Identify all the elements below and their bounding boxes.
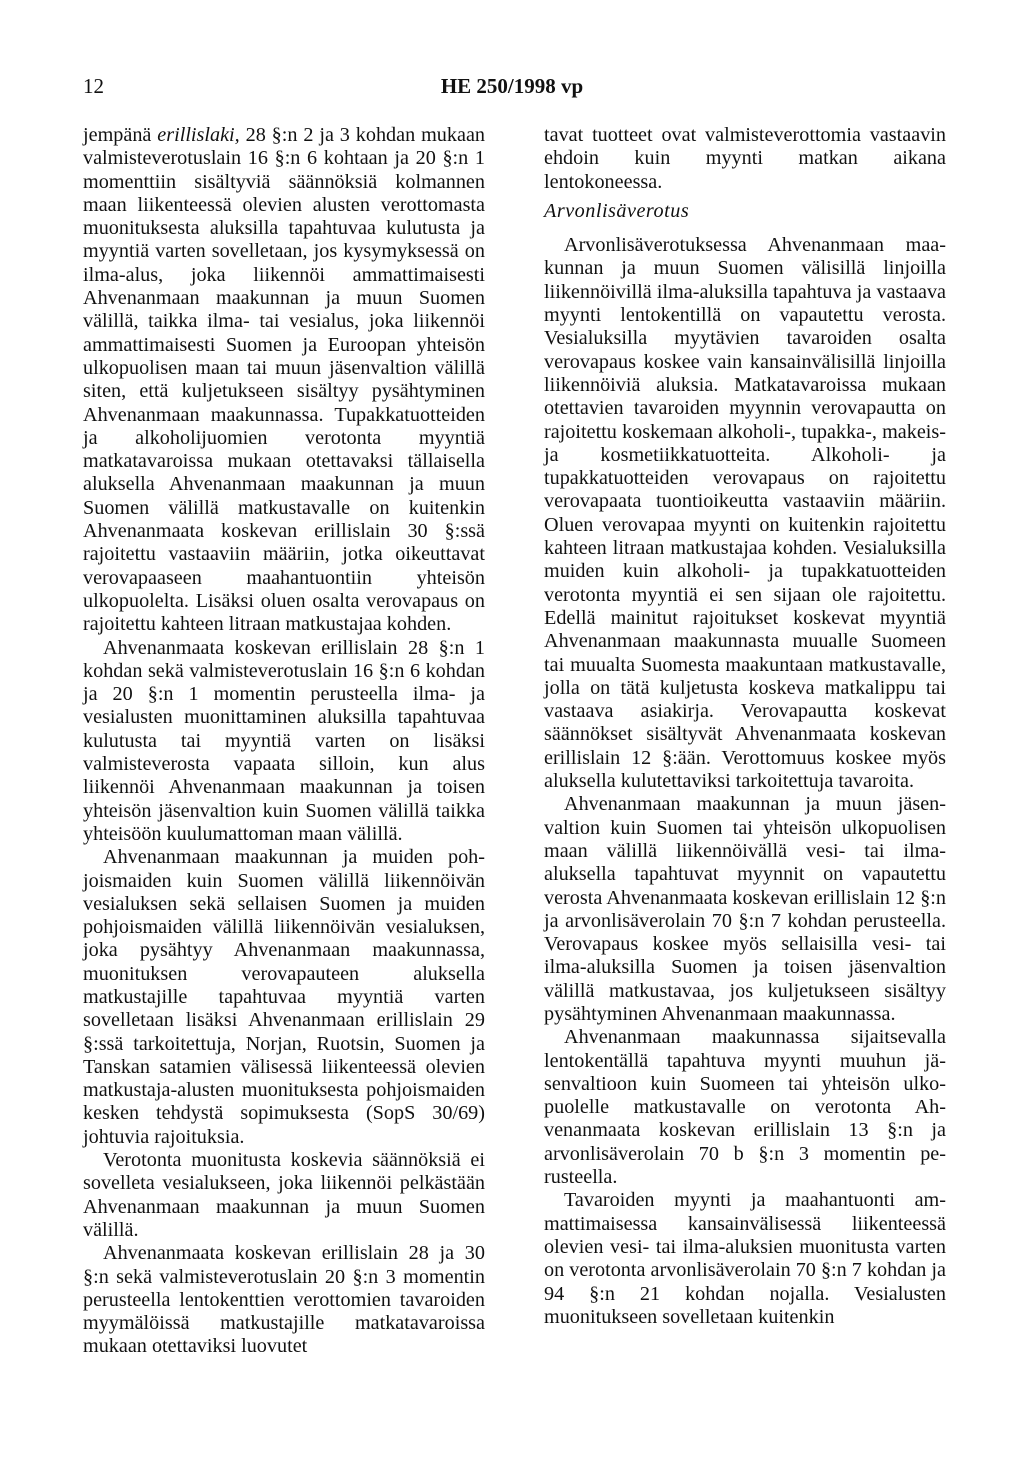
section-subheading: Arvonlisäverotus: [544, 199, 690, 222]
right-column: [544, 124, 946, 1329]
law-term: erillislaki,: [157, 124, 240, 146]
paragraph: Ahvenanmaata koskevan erillislain 28 §:n 1 kohdan sekä valmisteverotuslain 16 §:n 6 kohdan ja 20 §:n 1 momentin perusteella ilma- ja vesialusten muonittaminen aluksilla tapahtuvaa kulutusta tai myyntiä varten on lisäksi valmisteverosta vapaata silloin, kun alus liikennöi Ahvenanmaan maakunnan ja toisen yhteisön jäsenvaltion kuin Suomen välillä taikka yhteisöön kuulumattoman maan välillä.: [83, 636, 485, 845]
paragraph: Ahvenanmaan maakunnan ja muiden pohjoismaiden kuin Suomen välillä liikennöivän vesialuksen sekä sellaisen Suomen ja muiden pohjoismaiden välillä liikennöivän vesialuksen, joka pysähtyy Ahvenanmaan maakunnassa, muonituksen verovapauteen aluksella matkustajille tapahtuvaa myyntiä varten sovelletaan lisäksi Ahvenanmaan erillislain 29 §:ssä tarkoitettuja, Norjan, Ruotsin, Suomen ja Tanskan satamien välisessä liikenteessä olevien matkustaja-alusten muonituksesta pohjoismaiden kesken tehdystä sopimuksesta (SopS 30/69) johtuvia rajoituksia.: [83, 846, 485, 1148]
paragraph: Verotonta muonitusta koskevia säännöksiä ei sovelleta vesialukseen, joka liikennöi pelkästään Ahvenanmaan maakunnan ja muun Suomen välillä.: [83, 1149, 485, 1241]
left-column: [83, 124, 485, 1359]
paragraph: Ahvenanmaata koskevan erillislain 28 ja 30 §:n sekä valmisteverotuslain 20 §:n 3 momentin perusteella lentokenttien verottomien tavaroiden myymälöissä matkustajille matkatavaroissa mukaan otettaviksi luovutet: [83, 1242, 485, 1358]
paragraph-text: 28 §:n 2 ja 3 kohdan mukaan valmisteverotuslain 16 §:n 6 kohtaan ja 20 §:n 1 momenttiin sisältyviä säännöksiä kolmannen maan liikenteessä olevien alusten verottomasta muonituksesta aluksilla tapahtuvaa kulutusta ja myyntiä varten sovelletaan, jos kysymyksessä on ilma-alus, joka liikennöi ammattimaisesti Ahvenanmaan maakunnan ja muun Suomen välillä, taikka ilma- tai vesialus, joka liikennöi ammattimaisesti Suomen ja Euroopan yhteisön ulkopuolisen maan tai muun jäsenvaltion välillä siten, että kuljetukseen sisältyy pysähtyminen Ahvenanmaan maakunnassa. Tupakkatuotteiden ja alkoholijuomien verotonta myyntiä matkatavaroissa mukaan otettavaksi tällaisella aluksella Ahvenanmaan maakunnan ja muun Suomen välillä matkustavalle on kuitenkin Ahvenanmaata koskevan erillislain 30 §:ssä rajoitettu vastaaviin määriin, jotka oikeuttavat verovapaaseen maahantuontiin yhteisön ulkopuolelta. Lisäksi oluen osalta verovapaus on rajoitettu kahteen litraan matkustajaa kohden.: [83, 124, 485, 636]
paragraph-text: jempänä: [83, 124, 158, 146]
paragraph: Arvonlisäverotuksessa Ahvenanmaan maakunnan ja muun Suomen välisillä linjoilla liikennöivillä ilma-aluksilla tapahtuva ja vastaava myynti lentokentillä on vapautettu verosta. Vesialuksilla myytävien tavaroiden osalta verovapaus koskee vain kansainvälisillä linjoilla liikennöiviä aluksia. Matkatavaroissa mukaan otettavien tavaroiden myynnin verovapautta on rajoitettu koskemaan alkoholi-, tupakka-, makeis- ja kosmetiikkatuotteita. Alkoholi- ja tupakkatuotteiden verovapaus on rajoitettu verovapaata tuontioikeutta vastaaviin määriin. Oluen verovapaa myynti on kuitenkin rajoitettu kahteen litraan matkustajaa kohden. Vesialuksilla muiden kuin alkoholi- ja tupakkatuotteiden verotonta myyntiä ei sen sijaan ole rajoitettu. Edellä mainitut rajoitukset koskevat myyntiä Ahvenanmaan maakunnasta muualle Suomeen tai muualta Suomesta maakuntaan matkustavalle, jolla on tätä kuljetusta koskeva matkalippu tai vastaava asiakirja. Verovapautta koskevat säännökset sisältyvät Ahvenanmaata koskevan erillislain 12 §:ään. Verottomuus koskee myös aluksella kulutettaviksi tarkoitettuja tavaroita.: [544, 234, 946, 793]
paragraph: Tavaroiden myynti ja maahantuonti ammattimaisessa kansainvälisessä liikenteessä olevien vesi- tai ilma-aluksien muonitusta varten on verotonta arvonlisäverolain 70 §:n 7 kohdan ja 94 §:n 21 kohdan nojalla. Vesialusten muonitukseen sovelletaan kuitenkin: [544, 1189, 946, 1328]
paragraph: [83, 124, 485, 637]
page-number: 12: [83, 74, 104, 98]
running-title: HE 250/1998 vp: [440, 74, 584, 98]
paragraph: Ahvenanmaan maakunnassa sijaitsevalla lentokentällä tapahtuva myynti muuhun jäsenvaltioon kuin Suomeen tai yhteisön ulkopuolelle matkustavalle on verotonta Ahvenanmaata koskevan erillislain 13 §:n ja arvonlisäverolain 70 b §:n 3 momentin perusteella.: [544, 1026, 946, 1189]
paragraph: tavat tuotteet ovat valmisteverottomia vastaavin ehdoin kuin myynti matkan aikana lentokoneessa.: [544, 124, 946, 193]
paragraph: Ahvenanmaan maakunnan ja muun jäsenvaltion kuin Suomen tai yhteisön ulkopuolisen maan välillä liikennöivällä vesi- tai ilma-aluksella tapahtuvat myynnit on vapautettu verosta Ahvenanmaata koskevan erillislain 12 §:n ja arvonlisäverolain 70 §:n 7 kohdan perusteella. Verovapaus koskee myös sellaisilla vesi- tai ilma-aluksilla Suomen ja toisen jäsenvaltion välillä matkustavaa, jos kuljetukseen sisältyy pysähtyminen Ahvenanmaan maakunnassa.: [544, 793, 946, 1025]
